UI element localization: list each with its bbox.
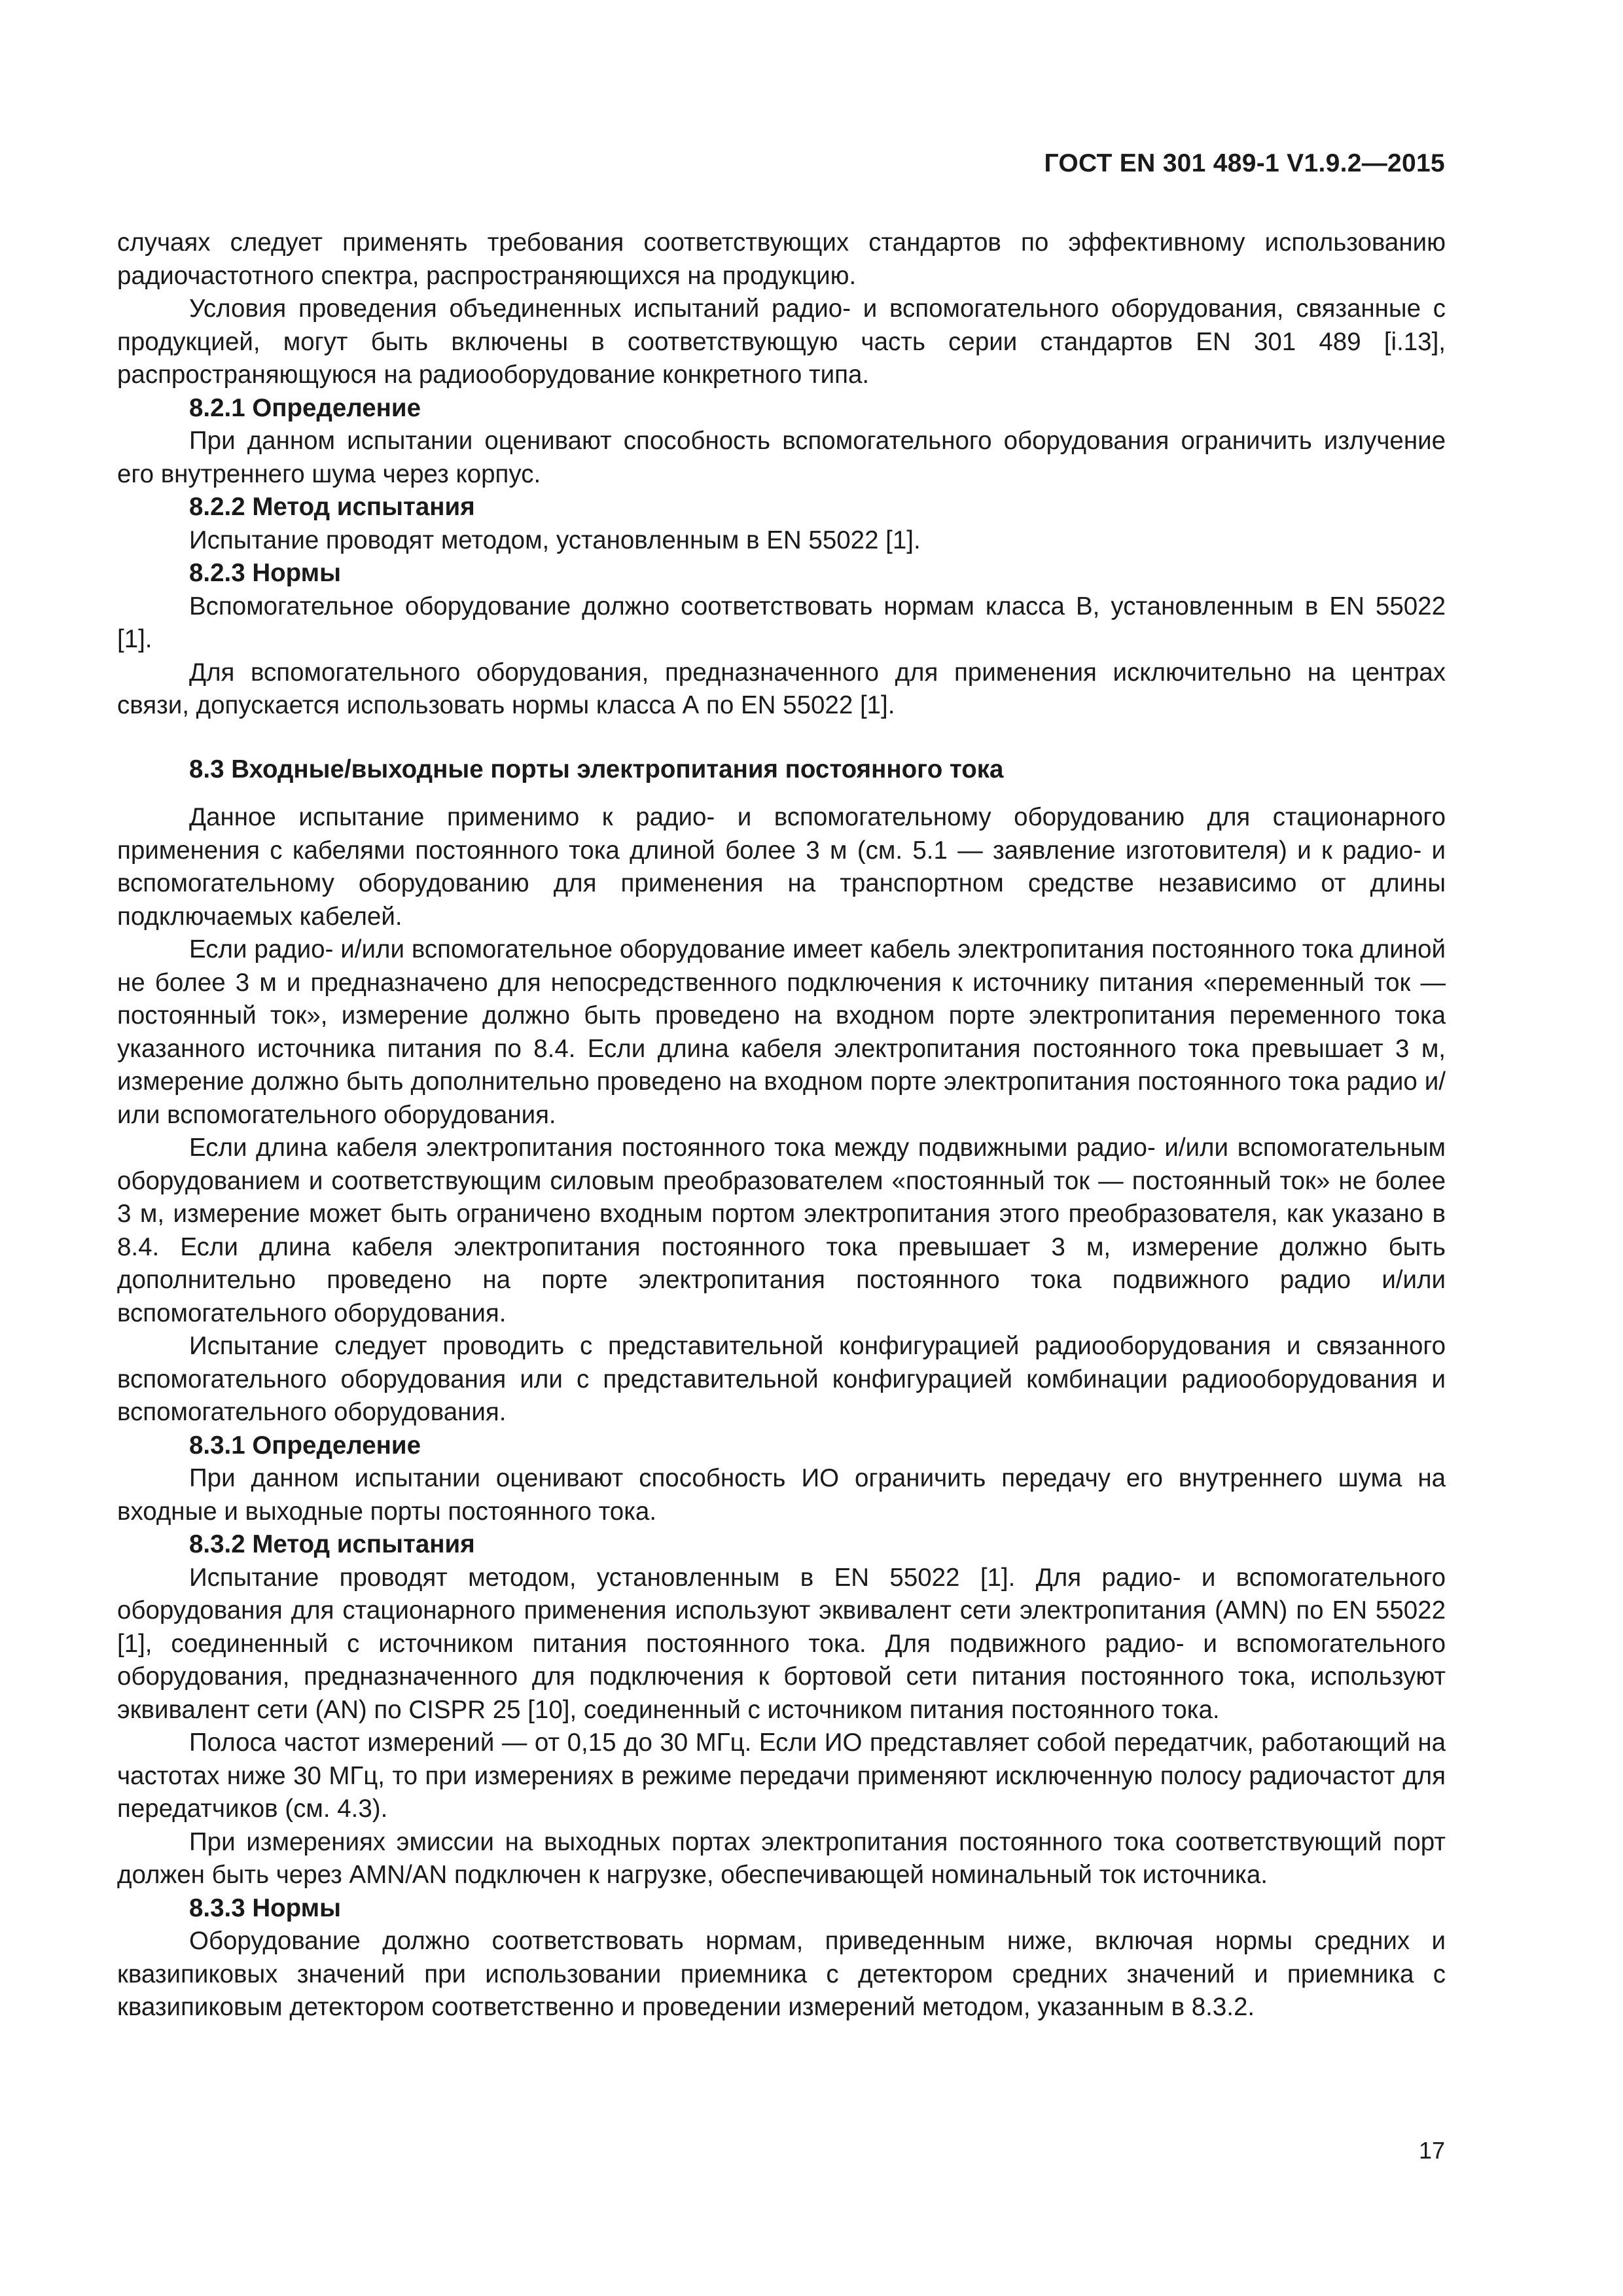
paragraph: При данном испытании оценивают способность ИО ограничить передачу его внутреннего шума на входные и выходные порты постоянного тока. (117, 1464, 1446, 1526)
paragraph: Если длина кабеля электропитания постоянного тока между подвижными радио- и/или вспомогательным оборудованием и соответствующим силовым преобразователем «постоянный ток — постоянный ток» не более 3 м, измерение может быть ограничено входным портом электропитания этого преобразователя, как указано в 8.4. Если длина кабеля электропитания постоянного тока превышает 3 м, измерение должно быть дополнительно проведено на порте электропитания постоянного тока подвижного радио и/или вспомогательного оборудования. (117, 1134, 1446, 1327)
section-heading-8-3: 8.3 Входные/выходные порты электропитания постоянного тока (189, 755, 1004, 783)
document-body (117, 226, 1446, 2024)
paragraph: Условия проведения объединенных испытаний радио- и вспомогательного оборудования, связанные с продукцией, могут быть включены в соответствующую часть серии стандартов EN 301 489 [i.13], распространяющуюся на радиооборудование конкретного типа. (117, 295, 1446, 389)
section-heading-8-2-2: 8.2.2 Метод испытания (189, 493, 475, 521)
paragraph: При измерениях эмиссии на выходных портах электропитания постоянного тока соответствующий порт должен быть через AMN/AN подключен к нагрузке, обеспечивающей номинальный ток источника. (117, 1827, 1446, 1889)
paragraph: При данном испытании оценивают способность вспомогательного оборудования ограничить излучение его внутреннего шума через корпус. (117, 427, 1446, 488)
paragraph: Испытание следует проводить с представительной конфигурацией радиооборудования и связанного вспомогательного оборудования или с представительной конфигурацией комбинации радиооборудования и вспомогательного оборудования. (117, 1332, 1446, 1426)
section-heading-8-3-2: 8.3.2 Метод испытания (189, 1530, 475, 1558)
running-header: ГОСТ EN 301 489-1 V1.9.2—2015 (1044, 149, 1445, 177)
page-number: 17 (1418, 2137, 1445, 2164)
paragraph: Оборудование должно соответствовать нормам, приведенным ниже, включая нормы средних и квазипиковых значений при использовании приемника с детектором средних значений и приемника с квазипиковым детектором соответственно и проведении измерений методом, указанным в 8.3.2. (117, 1927, 1446, 2021)
paragraph: Вспомогательное оборудование должно соответствовать нормам класса В, установленным в EN 55022 [1]. (117, 592, 1446, 653)
paragraph: Испытание проводят методом, установленным в EN 55022 [1]. Для радио- и вспомогательного оборудования для стационарного применения используют эквивалент сети электропитания (AMN) по EN 55022 [1], соединенный с источником питания постоянного тока. Для подвижного радио- и вспомогательного оборудования, предназначенного для подключения к бортовой сети питания постоянного тока, используют эквивалент сети (AN) по CISPR 25 [10], соединенный с источником питания постоянного тока. (117, 1563, 1446, 1724)
section-heading-8-2-1: 8.2.1 Определение (189, 393, 421, 422)
paragraph: Данное испытание применимо к радио- и вспомогательному оборудованию для стационарного применения с кабелями постоянного тока длиной более 3 м (см. 5.1 — заявление изготовителя) и к радио- и вспомогательному оборудованию для применения на транспортном средстве независимо от длины подключаемых кабелей. (117, 803, 1446, 931)
paragraph: Для вспомогательного оборудования, предназначенного для применения исключительно на центрах связи, допускается использовать нормы класса А по EN 55022 [1]. (117, 658, 1446, 719)
paragraph: Если радио- и/или вспомогательное оборудование имеет кабель электропитания постоянного тока длиной не более 3 м и предназначено для непосредственного подключения к источнику питания «переменный ток — постоянный ток», измерение должно быть проведено на входном порте электропитания переменного тока указанного источника питания по 8.4. Если длина кабеля электропитания постоянного тока превышает 3 м, измерение должно быть дополнительно проведено на входном порте электропитания постоянного тока радио и/или вспомогательного оборудования. (117, 935, 1446, 1129)
paragraph: Испытание проводят методом, установленным в EN 55022 [1]. (189, 526, 921, 554)
section-heading-8-3-3: 8.3.3 Нормы (189, 1893, 342, 1922)
section-heading-8-2-3: 8.2.3 Нормы (189, 559, 342, 587)
section-heading-8-3-1: 8.3.1 Определение (189, 1431, 421, 1460)
paragraph: Полоса частот измерений — от 0,15 до 30 МГц. Если ИО представляет собой передатчик, работающий на частотах ниже 30 МГц, то при измерениях в режиме передачи применяют исключенную полосу радиочастот для передатчиков (см. 4.3). (117, 1729, 1446, 1823)
paragraph: случаях следует применять требования соответствующих стандартов по эффективному использованию радиочастотного спектра, распространяющихся на продукцию. (117, 228, 1446, 290)
